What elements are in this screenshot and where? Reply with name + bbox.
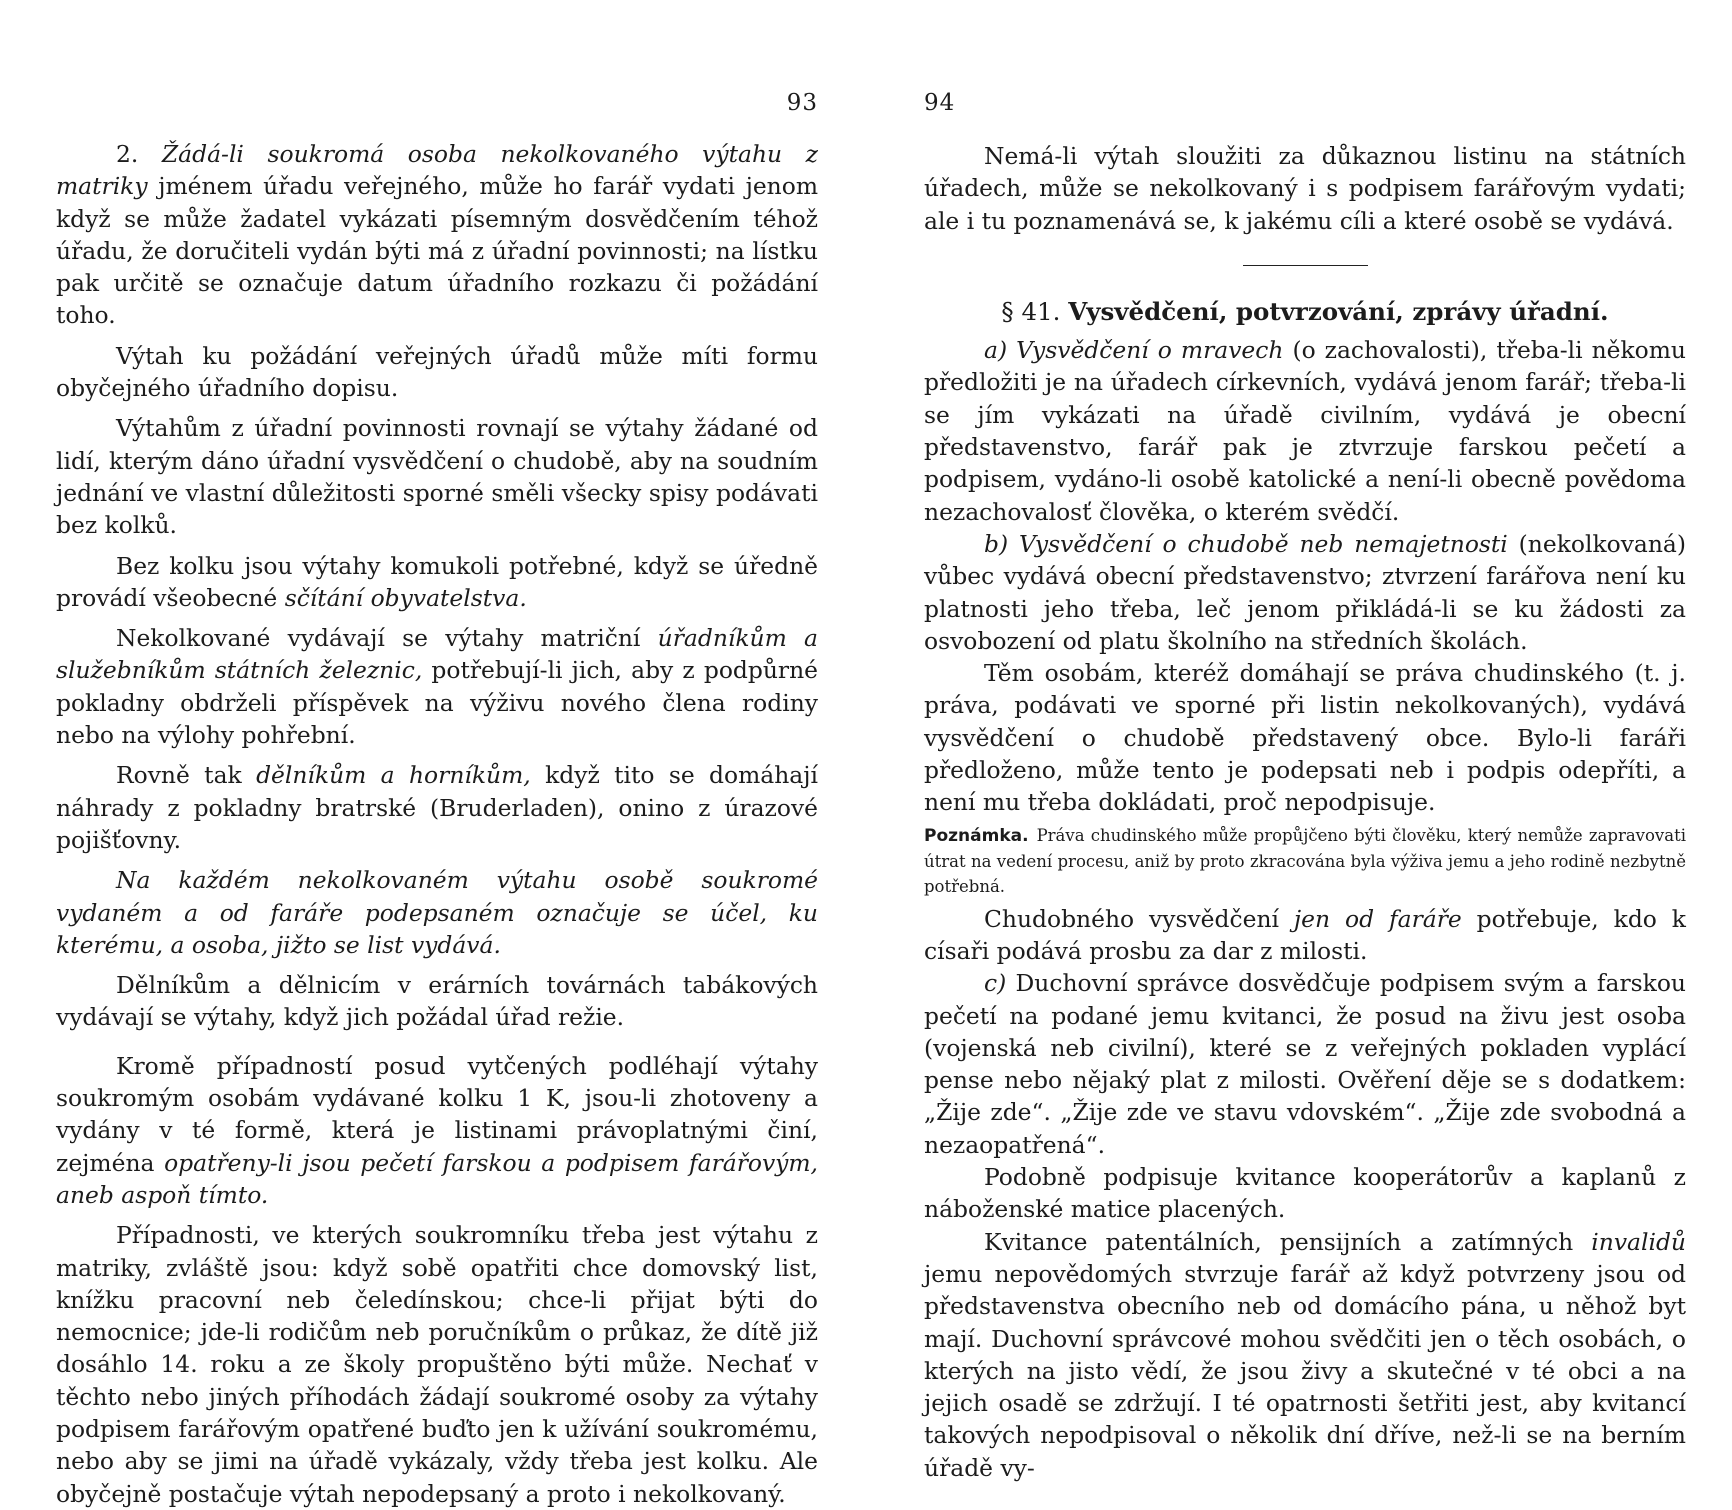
paragraph: Výtahům z úřadní povinnosti rovnají se výtahy žádané od lidí, kterým dáno úřadní vysvědčení o chudobě, aby na soudním jednání ve vlastní důležitosti sporné směli všecky spisy podávati bez kolků. bbox=[56, 414, 818, 540]
paragraph: Na každém nekolkovaném výtahu osobě soukromé vydaném a od faráře podepsaném označuje se účel, ku kterému, a osoba, jižto se list vydává. bbox=[56, 866, 818, 959]
left-page bbox=[56, 0, 818, 1508]
paragraph: Bez kolku jsou výtahy komukoli potřebné, když se úředně provádí všeobecné sčítání obyvatelstva. bbox=[56, 551, 818, 612]
paragraph: Kromě případností posud vytčených podléhají výtahy soukromým osobám vydávané kolku 1 K, jsou-li zhotoveny a vydány v té formě, která je listinami právoplatnými činí, zejména opatřeny-li jsou pečetí farskou a podpisem farářovým, aneb aspoň tímto. bbox=[56, 1051, 818, 1209]
paragraph: Nekolkované vydávají se výtahy matriční úřadníkům a služebníkům státních železnic, potřebují-li jich, aby z podpůrné pokladny obdrželi příspěvek na výživu nového člena rodiny nebo na výlohy pohřební. bbox=[56, 624, 818, 750]
paragraph: Případnosti, ve kterých soukromníku třeba jest výtahu z matriky, zvláště jsou: když sobě opatřiti chce domovský list, knížku pracovní neb čeledínskou; chce-li přijat býti do nemocnice; jde-li rodičům neb poručníkům o průkaz, že dítě již dosáhlo 14. roku a ze školy propuštěno býti může. Nechať v těchto nebo jiných příhodách žádají soukromé osoby za výtahy podpisem farářovým opatřené buďto jen k užívání soukromému, nebo aby se jimi na úřadě vykázaly, vždy třeba jest kolku. Ale obyčejně postačuje výtah nepodepsaný a proto i nekolkovaný. bbox=[56, 1221, 818, 1508]
left-page-text bbox=[56, 138, 818, 1510]
paragraph: Těm osobám, kteréž domáhají se práva chudinského (t. j. práva, podávati ve sporné při listin nekolkovaných), vydává vysvědčení o chudobě představený obce. Bylo-li faráři předloženo, může tento je podepsati neb i podpis odepříti, a není mu třeba dokládati, proč nepodpisuje. bbox=[924, 659, 1686, 817]
paragraph: Nemá-li výtah sloužiti za důkaznou listinu na státních úřadech, může se nekolkovaný i s podpisem farářovým vydati; ale i tu poznamenává se, k jakému cíli a které osobě se vydává. bbox=[924, 142, 1686, 235]
paragraph: Chudobného vysvědčení jen od faráře potřebuje, kdo k císaři podává prosbu za dar z milosti. bbox=[924, 904, 1686, 965]
section-divider bbox=[1243, 265, 1368, 266]
page-number: 94 bbox=[924, 90, 956, 116]
paragraph: Rovně tak dělníkům a horníkům, když tito se domáhají náhrady z pokladny bratrské (Bruderladen), onino z úrazové pojišťovny. bbox=[56, 761, 818, 854]
page-number: 93 bbox=[786, 90, 818, 116]
paragraph: Podobně podpisuje kvitance kooperátorův a kaplanů z náboženské matice placených. bbox=[924, 1163, 1686, 1224]
paragraph: c) Duchovní správce dosvědčuje podpisem svým a farskou pečetí na podané jemu kvitanci, že posud na živu jest osoba (vojenská neb civilní), které se z veřejných pokladen vyplácí pense nebo nějaký plat z milosti. Ověření děje se s dodatkem: „Žije zde“. „Žije zde ve stavu vdovském“. „Žije zde svobodná a nezaopatřená“. bbox=[924, 969, 1686, 1159]
footnote: Poznámka. Práva chudinského může propůjčeno býti člověku, který nemůže zapravovati útrat na vedení procesu, aniž by proto zkracována byla výživa jemu a jeho rodině nezbytně potřebná. bbox=[924, 825, 1686, 896]
right-page-text bbox=[924, 140, 1686, 1484]
paragraph: b) Vysvědčení o chudobě neb nemajetnosti (nekolkovaná) vůbec vydává obecní představenstvo; ztvrzení farářova není ku platnosti jeho třeba, leč jenom přikládá-li se ku žádosti za osvobození od platu školního na středních školách. bbox=[924, 529, 1686, 655]
right-page bbox=[924, 0, 1686, 1500]
paragraph: Dělníkům a dělnicím v erárních továrnách tabákových vydávají se výtahy, když jich požádal úřad režie. bbox=[56, 971, 818, 1032]
paragraph: 2. Žádá-li soukromá osoba nekolkovaného výtahu z matriky jménem úřadu veřejného, může ho farář vydati jenom když se může žadatel vykázati písemným dosvědčením téhož úřadu, že doručiteli vydán býti má z úřadní povinnosti; na lístku pak určitě se označuje datum úřadního rozkazu či požádání toho. bbox=[56, 140, 818, 330]
paragraph: Kvitance patentálních, pensijních a zatímných invalidů jemu nepovědomých stvrzuje farář až když potvrzeny jsou od představenstva obecního neb od domácího pána, u něhož byt mají. Duchovní správcové mohou svědčiti jen o těch osobách, o kterých na jisto vědí, že jsou živy a skutečné v té obci a na jejich osadě se zdržují. I té opatrnosti šetřiti jest, aby kvitancí takových nepodpisoval o několik dní dříve, než-li se na berním úřadě vy- bbox=[924, 1227, 1686, 1482]
paragraph: a) Vysvědčení o mravech (o zachovalosti), třeba-li někomu předložiti je na úřadech církevních, vydává jenom farář; třeba-li se jím vykázati na úřadě civilním, vydává je obecní představenstvo, farář pak je ztvrzuje farskou pečetí a podpisem, vydáno-li osobě katolické a není-li obecně povědoma nezachovalosť člověka, o kterém svědčí. bbox=[924, 336, 1686, 526]
paragraph: Výtah ku požádání veřejných úřadů může míti formu obyčejného úřadního dopisu. bbox=[56, 341, 818, 403]
section-heading: § 41. Vysvědčení, potvrzování, zprávy úřadní. bbox=[1001, 296, 1609, 326]
